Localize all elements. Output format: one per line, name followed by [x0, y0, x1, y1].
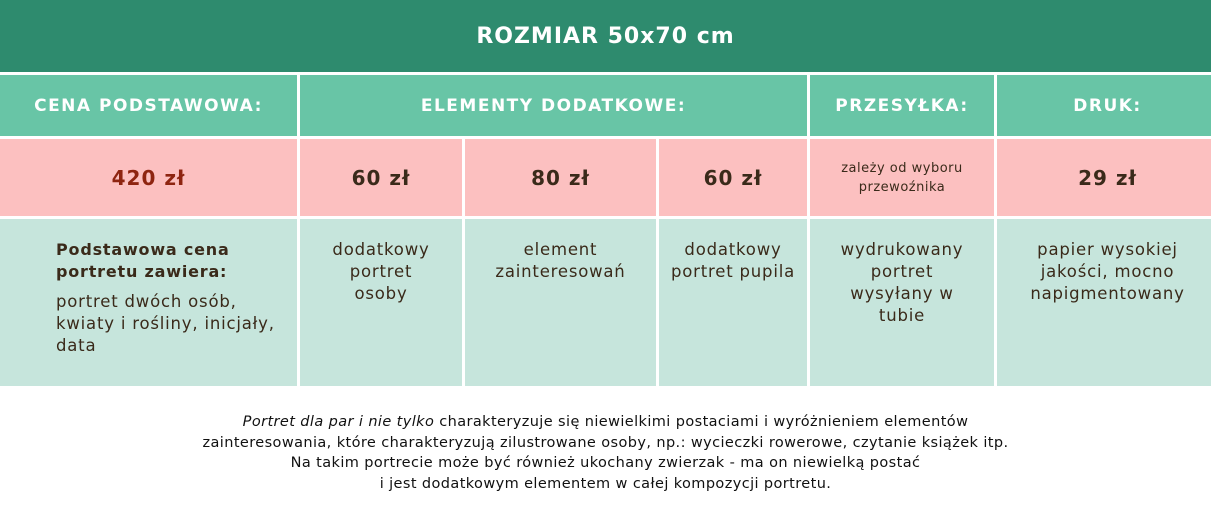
- footer-note: [0, 412, 1211, 494]
- price-base: 420 zł: [0, 139, 297, 216]
- header-shipping: PRZESYŁKA:: [810, 75, 994, 136]
- footer-line-1: [0, 412, 1211, 433]
- desc-base-heading: Podstawowa cena portretu zawiera:: [56, 240, 230, 281]
- footer-line-2: zainteresowania, które charakteryzują zilustrowane osoby, np.: wycieczki rowerowe, czytanie książek itp.: [202, 434, 1009, 451]
- desc-shipping: wydrukowany portret wysyłany w tubie: [810, 219, 994, 386]
- desc-extra-pet: dodatkowy portret pupila: [659, 219, 807, 386]
- price-shipping: zależy od wyboru przewoźnika: [810, 139, 994, 216]
- desc-extra-interest: element zainteresowań: [465, 219, 656, 386]
- footer-line-3: Na takim portrecie może być również ukochany zwierzak - ma on niewielką postać: [290, 455, 921, 471]
- header-base-price: CENA PODSTAWOWA:: [0, 75, 297, 136]
- header-print: DRUK:: [997, 75, 1211, 136]
- header-extras: ELEMENTY DODATKOWE:: [300, 75, 807, 136]
- desc-base-body: portret dwóch osób, kwiaty i rośliny, inicjały, data: [56, 292, 275, 355]
- desc-print: papier wysokiej jakości, mocno napigmentowany: [997, 219, 1211, 386]
- price-extra-person: 60 zł: [300, 139, 462, 216]
- price-print: 29 zł: [997, 139, 1211, 216]
- footer-line-1-rest: charakteryzuje się niewielkimi postaciami i wyróżnieniem elementów: [434, 414, 969, 430]
- price-extra-interest: 80 zł: [465, 139, 656, 216]
- desc-base: [0, 219, 297, 386]
- footer-italic-lead: Portret dla par i nie tylko: [242, 414, 435, 430]
- footer-line-4: i jest dodatkowym elementem w całej kompozycji portretu.: [379, 475, 832, 492]
- desc-extra-person: dodatkowy portret osoby: [300, 219, 462, 386]
- price-table: [0, 72, 1211, 383]
- table-title: ROZMIAR 50x70 cm: [0, 0, 1211, 72]
- price-extra-pet: 60 zł: [659, 139, 807, 216]
